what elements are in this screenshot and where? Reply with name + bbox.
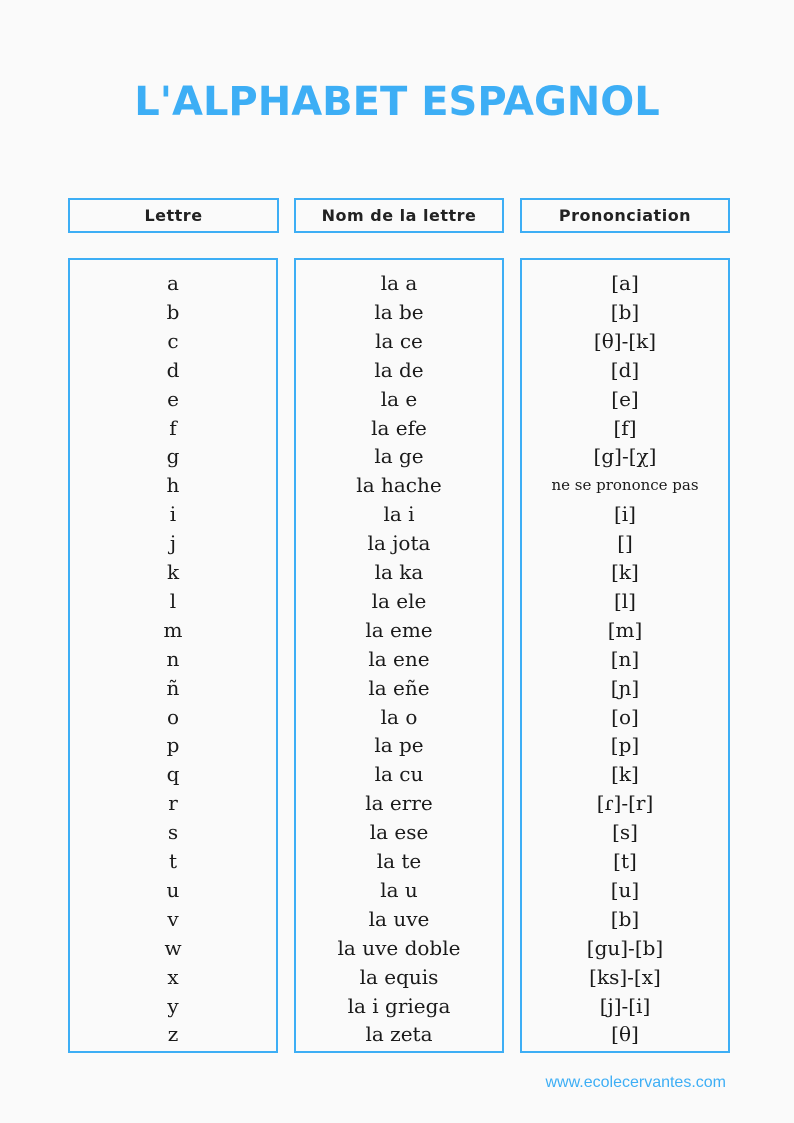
letter-cell: w: [164, 935, 182, 960]
letter-cell: z: [167, 1022, 179, 1047]
pronunciation-cell: [u]: [610, 877, 640, 902]
pronunciation-cell: [θ]: [611, 1022, 639, 1047]
pronunciation-cell: [b]: [610, 299, 640, 324]
letter-name-cell: la ce: [375, 328, 423, 353]
pronunciation-cell: [θ]-[k]: [593, 328, 657, 353]
letter-name-cell: la ene: [368, 646, 430, 671]
letter-names-column: [294, 258, 504, 1053]
letter-cell: k: [166, 560, 180, 584]
letter-name-cell: la ese: [369, 820, 429, 845]
pronunciation-cell: []: [617, 531, 633, 556]
letter-name-cell: la i: [383, 502, 415, 527]
letter-name-cell: la o: [380, 704, 418, 729]
letter-name-cell: la e: [380, 386, 418, 411]
letter-name-cell: la cu: [374, 762, 424, 787]
letter-name-cell: la eme: [365, 617, 433, 642]
pronunciation-cell: [t]: [613, 849, 637, 873]
letter-name-cell: la be: [374, 299, 424, 324]
letter-name-cell: la hache: [356, 473, 442, 498]
letter-cell: y: [167, 993, 179, 1018]
letter-cell: ñ: [166, 675, 180, 700]
letter-cell: q: [166, 762, 180, 787]
letter-cell: u: [166, 877, 180, 902]
pronunciation-cell: [a]: [611, 271, 639, 295]
letter-cell: x: [167, 964, 179, 989]
letter-cell: h: [166, 473, 180, 498]
pronunciation-cell: [j]-[i]: [599, 993, 651, 1018]
letter-name-cell: la erre: [365, 791, 433, 816]
letter-cell: f: [169, 415, 177, 440]
letter-cell: r: [168, 791, 178, 816]
letter-name-cell: la ele: [371, 588, 427, 613]
pronunciation-cell: [m]: [607, 617, 643, 642]
letter-name-cell: la u: [380, 877, 418, 902]
letter-name-cell: la eñe: [368, 675, 430, 700]
letter-name-cell: la jota: [367, 531, 431, 556]
pronunciation-cell: [l]: [613, 588, 636, 613]
header-letter-name: Nom de la lettre: [294, 198, 504, 233]
letter-cell: b: [166, 299, 180, 324]
page-title: L'ALPHABET ESPAGNOL: [134, 79, 660, 125]
letter-cell: j: [169, 531, 177, 556]
letter-cell: a: [167, 271, 179, 295]
letter-cell: t: [168, 849, 178, 873]
pronunciation-cell: [gu]-[b]: [586, 935, 664, 960]
letter-cell: m: [163, 617, 183, 642]
letter-cell: n: [166, 646, 180, 671]
pronunciation-cell: [f]: [613, 415, 637, 440]
letter-cell: s: [167, 820, 179, 845]
letter-name-cell: la a: [380, 271, 418, 295]
header-pronunciation: Prononciation: [520, 198, 730, 233]
letters-column: [68, 258, 278, 1053]
letter-name-cell: la ge: [374, 444, 424, 469]
letter-cell: l: [169, 588, 177, 613]
letter-name-cell: la uve: [368, 906, 430, 931]
letter-name-cell: la ka: [374, 560, 424, 584]
letter-cell: p: [166, 733, 180, 758]
letter-cell: c: [167, 328, 179, 353]
pronunciation-cell: ne se prononce pas: [551, 476, 699, 495]
letter-cell: g: [166, 444, 180, 469]
letter-name-cell: la pe: [374, 733, 424, 758]
pronunciation-cell: [i]: [613, 502, 636, 527]
pronunciation-cell: [d]: [610, 357, 640, 382]
pronunciation-cell: [g]-[χ]: [593, 444, 657, 469]
letter-name-cell: la i griega: [347, 993, 451, 1018]
pronunciation-column: [520, 258, 730, 1053]
letter-cell: v: [167, 906, 179, 931]
pronunciation-cell: [n]: [610, 646, 640, 671]
header-letter: Lettre: [68, 198, 279, 233]
letter-name-cell: la efe: [371, 415, 427, 440]
letter-cell: i: [169, 502, 177, 527]
pronunciation-cell: [ɾ]-[r]: [596, 791, 654, 816]
pronunciation-cell: [b]: [610, 906, 640, 931]
pronunciation-cell: [ks]-[x]: [589, 964, 661, 989]
letter-cell: o: [166, 704, 180, 729]
website-url: www.ecolecervantes.com: [545, 1074, 726, 1091]
pronunciation-cell: [ɲ]: [610, 675, 640, 700]
pronunciation-cell: [k]: [611, 762, 639, 787]
letter-name-cell: la zeta: [365, 1022, 433, 1047]
letter-name-cell: la te: [376, 849, 422, 873]
letter-name-cell: la de: [374, 357, 424, 382]
pronunciation-cell: [p]: [610, 733, 640, 758]
pronunciation-cell: [k]: [611, 560, 639, 584]
letter-name-cell: la uve doble: [337, 935, 461, 960]
letter-name-cell: la equis: [359, 964, 439, 989]
letter-cell: e: [167, 386, 179, 411]
pronunciation-cell: [o]: [611, 704, 639, 729]
letter-cell: d: [166, 357, 180, 382]
pronunciation-cell: [e]: [611, 386, 639, 411]
pronunciation-cell: [s]: [612, 820, 638, 845]
